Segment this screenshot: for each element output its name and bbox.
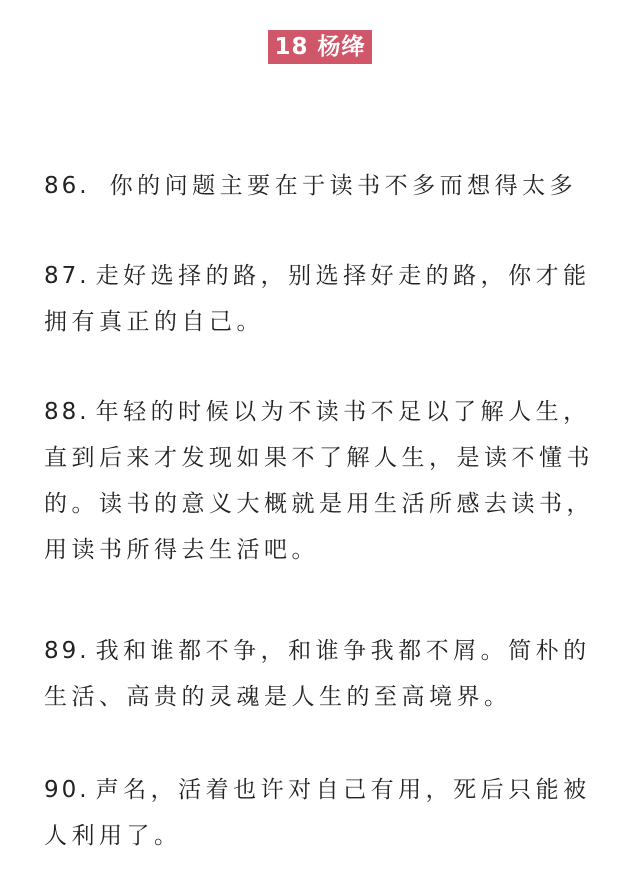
quote-text: 我和谁都不争，和谁争我都不屑。简朴的 [95,638,591,664]
quote-text: 用读书所得去生活吧。 [44,537,319,563]
quote-86 [44,163,604,209]
quote-text: 声名，活着也许对自己有用，死后只能被 [95,777,591,803]
quote-number: 87. [44,263,90,289]
quote-number: 89. [44,638,90,664]
quote-number: 88. [44,399,90,425]
quote-line [44,253,604,299]
quote-line [44,389,604,435]
quote-88 [44,389,604,573]
quote-text: 直到后来才发现如果不了解人生，是读不懂书 [44,445,594,471]
quote-line [44,163,604,209]
quote-line [44,628,604,674]
quote-number: 90. [44,777,90,803]
quote-text: 走好选择的路，别选择好走的路，你才能 [95,263,591,289]
quote-line [44,767,604,813]
quote-number: 86. [44,173,90,199]
title-area [0,30,640,64]
quote-87 [44,253,604,345]
quote-text: 生活、高贵的灵魂是人生的至高境界。 [44,684,512,710]
quote-text: 人利用了。 [44,823,182,849]
quote-text: 年轻的时候以为不读书不足以了解人生， [95,399,591,425]
quote-text: 的。读书的意义大概就是用生活所感去读书， [44,491,594,517]
page-title: 18 杨绛 [268,30,371,64]
quote-89 [44,628,604,720]
quote-90 [44,767,604,859]
quote-text: 拥有真正的自己。 [44,309,264,335]
quote-text: 你的问题主要在于读书不多而想得太多 [109,173,578,199]
